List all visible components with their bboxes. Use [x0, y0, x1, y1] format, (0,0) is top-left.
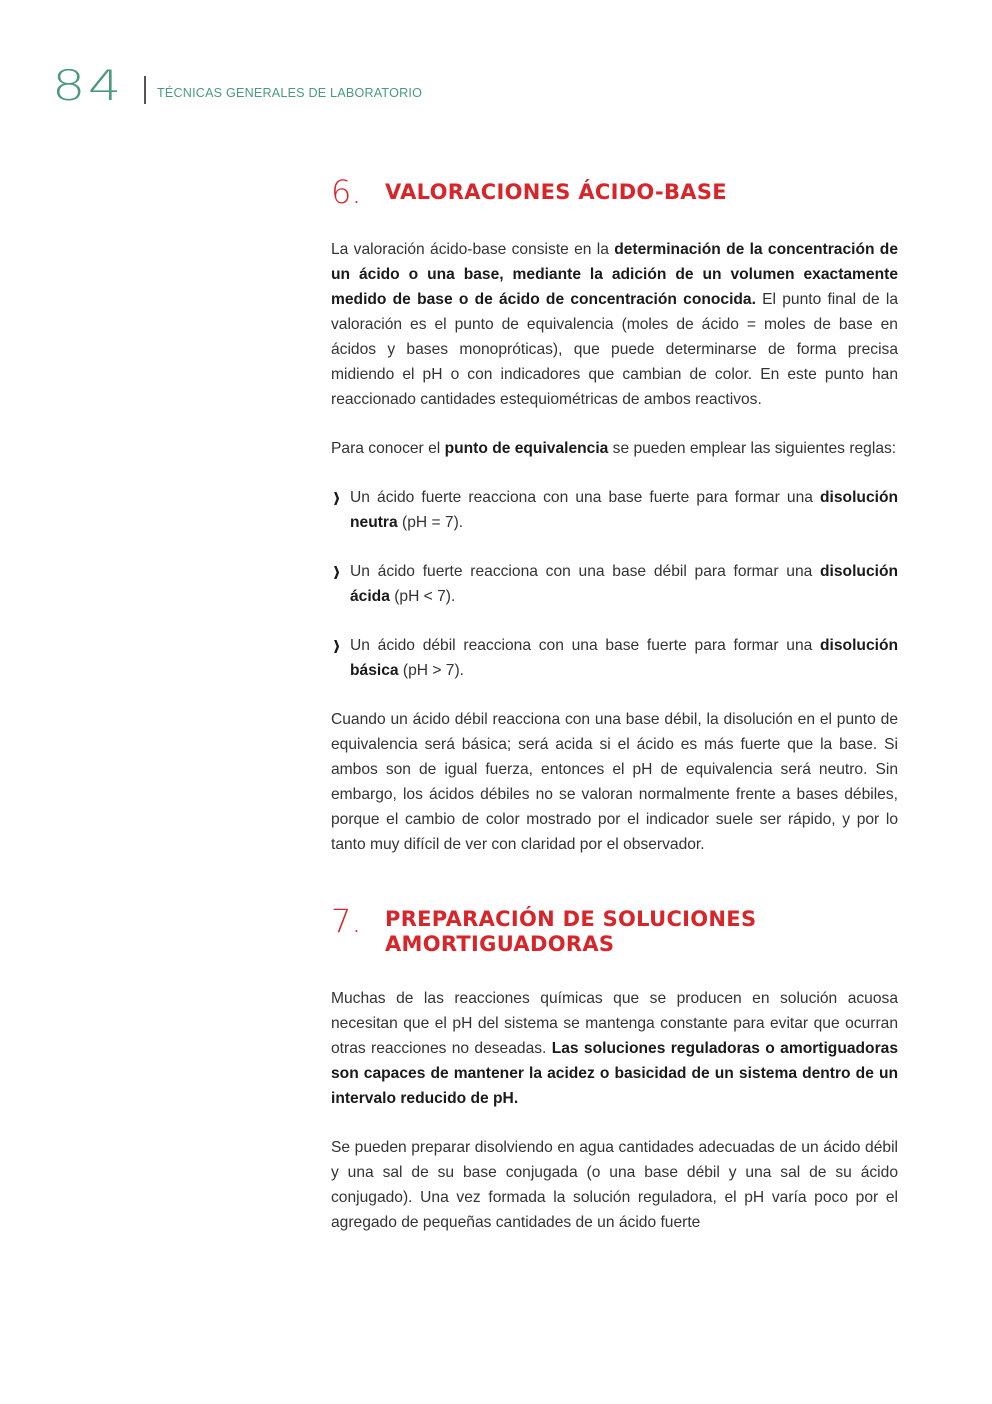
bold-run: disolución ácida — [350, 563, 898, 605]
text-run: (pH < 7). — [389, 588, 456, 605]
page-number: 84 — [52, 61, 124, 110]
text-run: El punto final de la valoración es el punto de equivalencia (moles de ácido = moles de base en ácidos y bases monopróticas), que puede determinarse de forma precisa midiendo el pH o con indicadores que cambian de color. En este punto han reaccionado cantidades estequiométricas de ambos reactivos. — [331, 291, 898, 408]
section-7-title-line-2: AMORTIGUADORAS — [385, 932, 615, 956]
section-6-paragraph-3: Cuando un ácido débil reacciona con una base débil, la disolución en el punto de equivalencia será básica; será acida si el ácido es más fuerte que la base. Si ambos son de igual fuerza, entonces el pH de equivalencia será neutro. Sin embargo, los ácidos débiles no se valoran normalmente frente a bases débiles, porque el cambio de color mostrado por el indicador suele ser rápido, y por lo tanto muy difícil de ver con claridad por el observador. — [331, 711, 898, 853]
section-6-paragraph-2 — [331, 436, 898, 461]
list-item-text — [350, 485, 898, 535]
bold-run: punto de equivalencia — [444, 440, 609, 457]
text-run: Un ácido débil reacciona con una base fuerte para formar una — [350, 637, 821, 654]
text-run: Para conocer el — [331, 440, 445, 457]
section-7-title-line-1: PREPARACIÓN DE SOLUCIONES — [385, 907, 757, 931]
text-run: (pH > 7). — [398, 662, 464, 679]
section-7-paragraph-2: Se pueden preparar disolviendo en agua cantidades adecuadas de un ácido débil y una sal de su base conjugada (o una base débil y una sal de su ácido conjugado). Una vez formada la solución reguladora, el pH varía poco por el agregado de pequeñas cantidades de un ácido fuerte — [331, 1139, 898, 1231]
list-item-text — [350, 633, 898, 683]
bold-run: disolución básica — [350, 637, 898, 679]
list-item — [331, 485, 898, 535]
chevron-right-icon: ❱ — [332, 490, 341, 505]
bold-run: determinación de la concentración de un ácido o una base, mediante la adición de un volumen exactamente medido de base o de ácido de concentración conocida. — [331, 241, 898, 308]
section-7-number: 7. — [331, 902, 362, 940]
text-run: se pueden emplear las siguientes reglas: — [608, 440, 897, 457]
chevron-right-icon: ❱ — [332, 564, 341, 579]
list-item — [331, 559, 898, 609]
section-6-title: VALORACIONES ÁCIDO-BASE — [385, 180, 727, 204]
main-content — [331, 173, 898, 1235]
section-6-heading — [331, 173, 898, 211]
text-run: Un ácido fuerte reacciona con una base débil para formar una — [350, 563, 821, 580]
bold-run: Las soluciones reguladoras o amortiguadoras son capaces de mantener la acidez o basicidad de un sistema dentro de un intervalo reducido de pH. — [331, 1040, 898, 1107]
rules-list — [331, 485, 898, 683]
text-run: Un ácido fuerte reacciona con una base fuerte para formar una — [350, 489, 821, 506]
section-7-heading — [331, 902, 898, 957]
section-6-number: 6. — [331, 173, 362, 211]
running-title: TÉCNICAS GENERALES DE LABORATORIO — [157, 86, 423, 100]
text-run: La valoración ácido-base consiste en la — [331, 241, 615, 258]
bold-run: disolución neutra — [350, 489, 898, 531]
list-item — [331, 633, 898, 683]
header-divider — [144, 76, 146, 104]
list-item-text — [350, 559, 898, 609]
chevron-right-icon: ❱ — [332, 638, 341, 653]
text-run: Muchas de las reacciones químicas que se producen en solución acuosa necesitan que el pH del sistema se mantenga constante para evitar que ocurran otras reacciones no deseadas. — [331, 990, 898, 1057]
section-6-paragraph-1 — [331, 237, 898, 412]
text-run: (pH = 7). — [397, 514, 464, 531]
section-7-paragraph-1 — [331, 986, 898, 1111]
